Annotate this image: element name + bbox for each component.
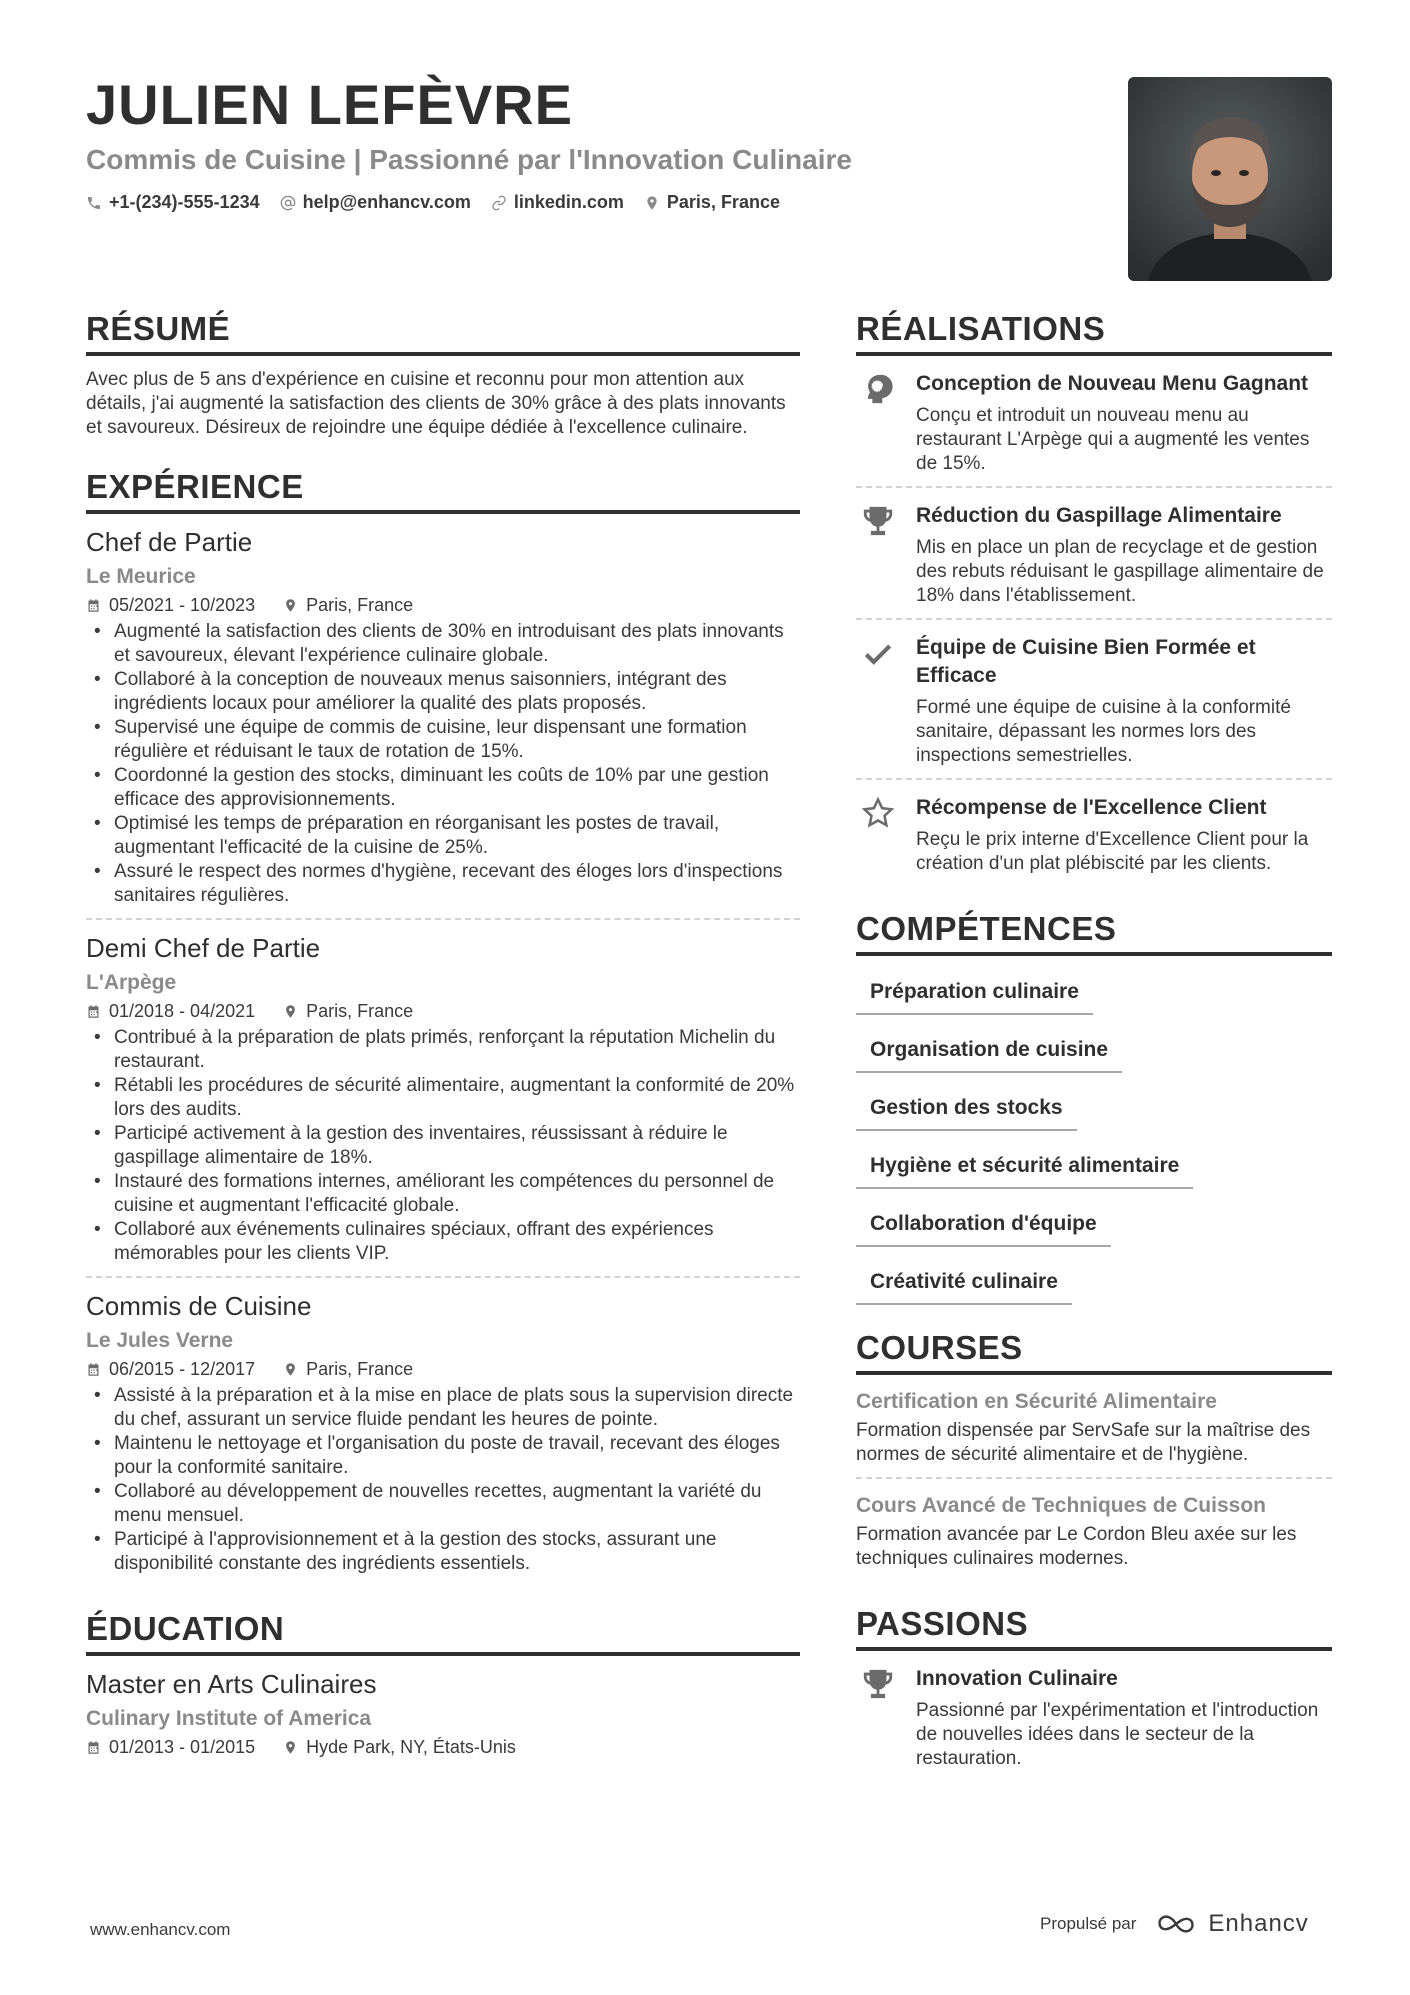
item-body xyxy=(916,1665,1332,1771)
calendar-icon xyxy=(86,1362,101,1377)
achievements-list xyxy=(856,356,1332,886)
job-dates xyxy=(86,594,255,616)
job-bullets xyxy=(86,620,800,908)
item-title: Conception de Nouveau Menu Gagnant xyxy=(916,372,1309,395)
item-description: Formé une équipe de cuisine à la conformité sanitaire, dépassant les normes lors des inspections semestrielles. xyxy=(916,697,1291,766)
job-dates-text: 01/2018 - 04/2021 xyxy=(109,1001,256,1021)
skills-list xyxy=(856,970,1332,1305)
job-dates xyxy=(86,1358,255,1380)
job-bullet: • Assuré le respect des normes d'hygiène, recevant des éloges lors d'inspections sanitaires régulières. xyxy=(86,860,800,908)
job-location-text: Paris, France xyxy=(306,1001,414,1021)
passions-title: PASSIONS xyxy=(856,1605,1332,1651)
contact-location xyxy=(644,192,780,213)
linkedin-text: linkedin.com xyxy=(513,192,624,212)
job-entry xyxy=(86,920,800,1278)
degree-title: Master en Arts Culinaires xyxy=(86,1669,377,1699)
achievement-item xyxy=(856,780,1332,886)
contact-phone[interactable] xyxy=(86,192,260,213)
job-bullet: • Instauré des formations internes, améliorant les compétences du personnel de cuisine et augmentant l'efficacité globale. xyxy=(86,1170,800,1218)
job-bullet: • Collaboré au développement de nouvelles recettes, augmentant la variété du menu mensuel. xyxy=(86,1480,800,1528)
job-location-text: Paris, France xyxy=(306,595,414,615)
education-dates xyxy=(86,1736,255,1758)
company-name: Le Jules Verne xyxy=(86,1329,234,1352)
star-icon xyxy=(856,794,900,876)
brain-head-icon xyxy=(856,370,900,476)
resume-header xyxy=(86,70,1116,213)
course-title: Cours Avancé de Techniques de Cuisson xyxy=(856,1494,1266,1517)
job-meta xyxy=(86,1000,800,1022)
location-pin-icon xyxy=(283,1740,298,1755)
passion-item xyxy=(856,1651,1332,1781)
achievement-item xyxy=(856,620,1332,780)
calendar-icon xyxy=(86,598,101,613)
course-item xyxy=(856,1375,1332,1479)
calendar-icon xyxy=(86,1004,101,1019)
footer-website[interactable]: www.enhancv.com xyxy=(90,1920,231,1939)
skills-section xyxy=(856,910,1332,1305)
summary-section xyxy=(86,310,800,440)
job-bullet: • Collaboré à la conception de nouveaux menus saisonniers, intégrant des ingrédients locaux pour améliorer la qualité des plats proposés. xyxy=(86,668,800,716)
phone-text: +1-(234)-555-1234 xyxy=(109,192,260,212)
school-name: Culinary Institute of America xyxy=(86,1707,372,1730)
checkmark-icon xyxy=(856,634,900,768)
link-icon xyxy=(491,195,507,211)
location-pin-icon xyxy=(283,1362,298,1377)
item-body xyxy=(916,370,1332,476)
trophy-icon xyxy=(856,502,900,608)
contact-bar xyxy=(86,192,1116,213)
item-title: Innovation Culinaire xyxy=(916,1667,1118,1690)
course-title: Certification en Sécurité Alimentaire xyxy=(856,1390,1217,1413)
job-title: Commis de Cuisine xyxy=(86,1291,312,1321)
brand-logo[interactable] xyxy=(1154,1910,1308,1938)
location-pin-icon xyxy=(283,1004,298,1019)
calendar-icon xyxy=(86,1740,101,1755)
job-bullets xyxy=(86,1026,800,1266)
job-bullet: • Contribué à la préparation de plats primés, renforçant la réputation Michelin du restaurant. xyxy=(86,1026,800,1074)
job-entry xyxy=(86,1278,800,1586)
job-location xyxy=(283,594,413,616)
candidate-headline: Commis de Cuisine | Passionné par l'Innovation Culinaire xyxy=(86,144,852,175)
profile-photo xyxy=(1128,77,1332,281)
right-column xyxy=(856,310,1332,1805)
jobs-list xyxy=(86,514,800,1586)
achievements-title: RÉALISATIONS xyxy=(856,310,1332,356)
courses-title: COURSES xyxy=(856,1329,1332,1375)
job-title: Demi Chef de Partie xyxy=(86,933,321,963)
course-item xyxy=(856,1479,1332,1581)
candidate-name: JULIEN LEFÈVRE xyxy=(86,73,573,136)
job-entry xyxy=(86,514,800,920)
education-location-text: Hyde Park, NY, États-Unis xyxy=(306,1737,516,1757)
phone-icon xyxy=(86,195,102,211)
experience-section xyxy=(86,468,800,1586)
job-bullet: • Maintenu le nettoyage et l'organisation du poste de travail, recevant des éloges pour la conformité sanitaire. xyxy=(86,1432,800,1480)
location-pin-icon xyxy=(283,598,298,613)
education-location xyxy=(283,1736,516,1758)
job-location xyxy=(283,1000,413,1022)
education-meta xyxy=(86,1736,800,1758)
company-name: L'Arpège xyxy=(86,971,177,994)
skill-tag: Gestion des stocks xyxy=(856,1086,1077,1131)
job-bullet: • Collaboré aux événements culinaires spéciaux, offrant des expériences mémorables pour les clients VIP. xyxy=(86,1218,800,1266)
summary-text: Avec plus de 5 ans d'expérience en cuisine et reconnu pour mon attention aux détails, j'ai augmenté la satisfaction des clients de 30% grâce à des plats innovants et savoureux. Désireux de rejoindre une équipe dédiée à l'excellence culinaire. xyxy=(86,369,786,438)
education-title: ÉDUCATION xyxy=(86,1610,800,1656)
location-text: Paris, France xyxy=(666,192,780,212)
left-column xyxy=(86,310,800,1792)
at-icon xyxy=(280,195,296,211)
courses-section xyxy=(856,1329,1332,1581)
skills-title: COMPÉTENCES xyxy=(856,910,1332,956)
item-body xyxy=(916,794,1332,876)
job-dates-text: 05/2021 - 10/2023 xyxy=(109,595,256,615)
job-bullet: • Coordonné la gestion des stocks, diminuant les coûts de 10% par une gestion efficace des approvisionnements. xyxy=(86,764,800,812)
job-dates-text: 06/2015 - 12/2017 xyxy=(109,1359,256,1379)
item-description: Passionné par l'expérimentation et l'introduction de nouvelles idées dans le secteur de la restauration. xyxy=(916,1700,1319,1769)
job-meta xyxy=(86,1358,800,1380)
job-bullet: • Augmenté la satisfaction des clients de 30% en introduisant des plats innovants et savoureux, élevant l'expérience culinaire globale. xyxy=(86,620,800,668)
skill-tag: Préparation culinaire xyxy=(856,970,1093,1015)
skill-tag: Hygiène et sécurité alimentaire xyxy=(856,1144,1193,1189)
course-description: Formation avancée par Le Cordon Bleu axée sur les techniques culinaires modernes. xyxy=(856,1524,1297,1569)
item-title: Récompense de l'Excellence Client xyxy=(916,796,1267,819)
footer-brand xyxy=(1040,1910,1309,1938)
brand-name: Enhancv xyxy=(1208,1910,1309,1937)
job-dates xyxy=(86,1000,255,1022)
skill-tag: Créativité culinaire xyxy=(856,1260,1072,1305)
achievement-item xyxy=(856,488,1332,620)
job-bullet: • Optimisé les temps de préparation en réorganisant les postes de travail, augmentant l'efficacité de la cuisine de 25%. xyxy=(86,812,800,860)
job-bullet: • Rétabli les procédures de sécurité alimentaire, augmentant la conformité de 20% lors des audits. xyxy=(86,1074,800,1122)
education-section xyxy=(86,1610,800,1768)
course-description: Formation dispensée par ServSafe sur la maîtrise des normes de sécurité alimentaire et de l'hygiène. xyxy=(856,1420,1311,1465)
item-title: Équipe de Cuisine Bien Formée et Efficace xyxy=(916,636,1256,687)
experience-title: EXPÉRIENCE xyxy=(86,468,800,514)
job-location-text: Paris, France xyxy=(306,1359,414,1379)
contact-linkedin[interactable] xyxy=(491,192,624,213)
item-body xyxy=(916,502,1332,608)
powered-by-text: Propulsé par xyxy=(1040,1914,1137,1933)
item-body xyxy=(916,634,1332,768)
location-pin-icon xyxy=(644,195,660,211)
passions-list xyxy=(856,1651,1332,1781)
skill-tag: Organisation de cuisine xyxy=(856,1028,1122,1073)
item-description: Reçu le prix interne d'Excellence Client pour la création d'un plat plébiscité par les clients. xyxy=(916,829,1309,874)
skill-tag: Collaboration d'équipe xyxy=(856,1202,1111,1247)
achievement-item xyxy=(856,356,1332,488)
achievements-section xyxy=(856,310,1332,886)
item-description: Mis en place un plan de recyclage et de gestion des rebuts réduisant le gaspillage alimentaire de 18% dans l'établissement. xyxy=(916,537,1324,606)
summary-title: RÉSUMÉ xyxy=(86,310,800,356)
job-bullets xyxy=(86,1384,800,1576)
item-title: Réduction du Gaspillage Alimentaire xyxy=(916,504,1282,527)
education-entry xyxy=(86,1656,800,1768)
education-dates-text: 01/2013 - 01/2015 xyxy=(109,1737,256,1757)
company-name: Le Meurice xyxy=(86,565,196,588)
job-meta xyxy=(86,594,800,616)
job-title: Chef de Partie xyxy=(86,527,253,557)
job-bullet: • Supervisé une équipe de commis de cuisine, leur dispensant une formation régulière et réduisant le taux de rotation de 15%. xyxy=(86,716,800,764)
courses-list xyxy=(856,1375,1332,1581)
email-text: help@enhancv.com xyxy=(302,192,471,212)
job-location xyxy=(283,1358,413,1380)
job-bullet: • Participé activement à la gestion des inventaires, réussissant à réduire le gaspillage alimentaire de 18%. xyxy=(86,1122,800,1170)
contact-email[interactable] xyxy=(280,192,471,213)
job-bullet: • Participé à l'approvisionnement et à la gestion des stocks, assurant une disponibilité constante des ingrédients essentiels. xyxy=(86,1528,800,1576)
passions-section xyxy=(856,1605,1332,1781)
trophy-icon xyxy=(856,1665,900,1771)
job-bullet: • Assisté à la préparation et à la mise en place de plats sous la supervision directe du chef, assurant un service fluide pendant les heures de pointe. xyxy=(86,1384,800,1432)
item-description: Conçu et introduit un nouveau menu au restaurant L'Arpège qui a augmenté les ventes de 15%. xyxy=(916,405,1310,474)
enhancv-logo-icon xyxy=(1154,1912,1200,1936)
